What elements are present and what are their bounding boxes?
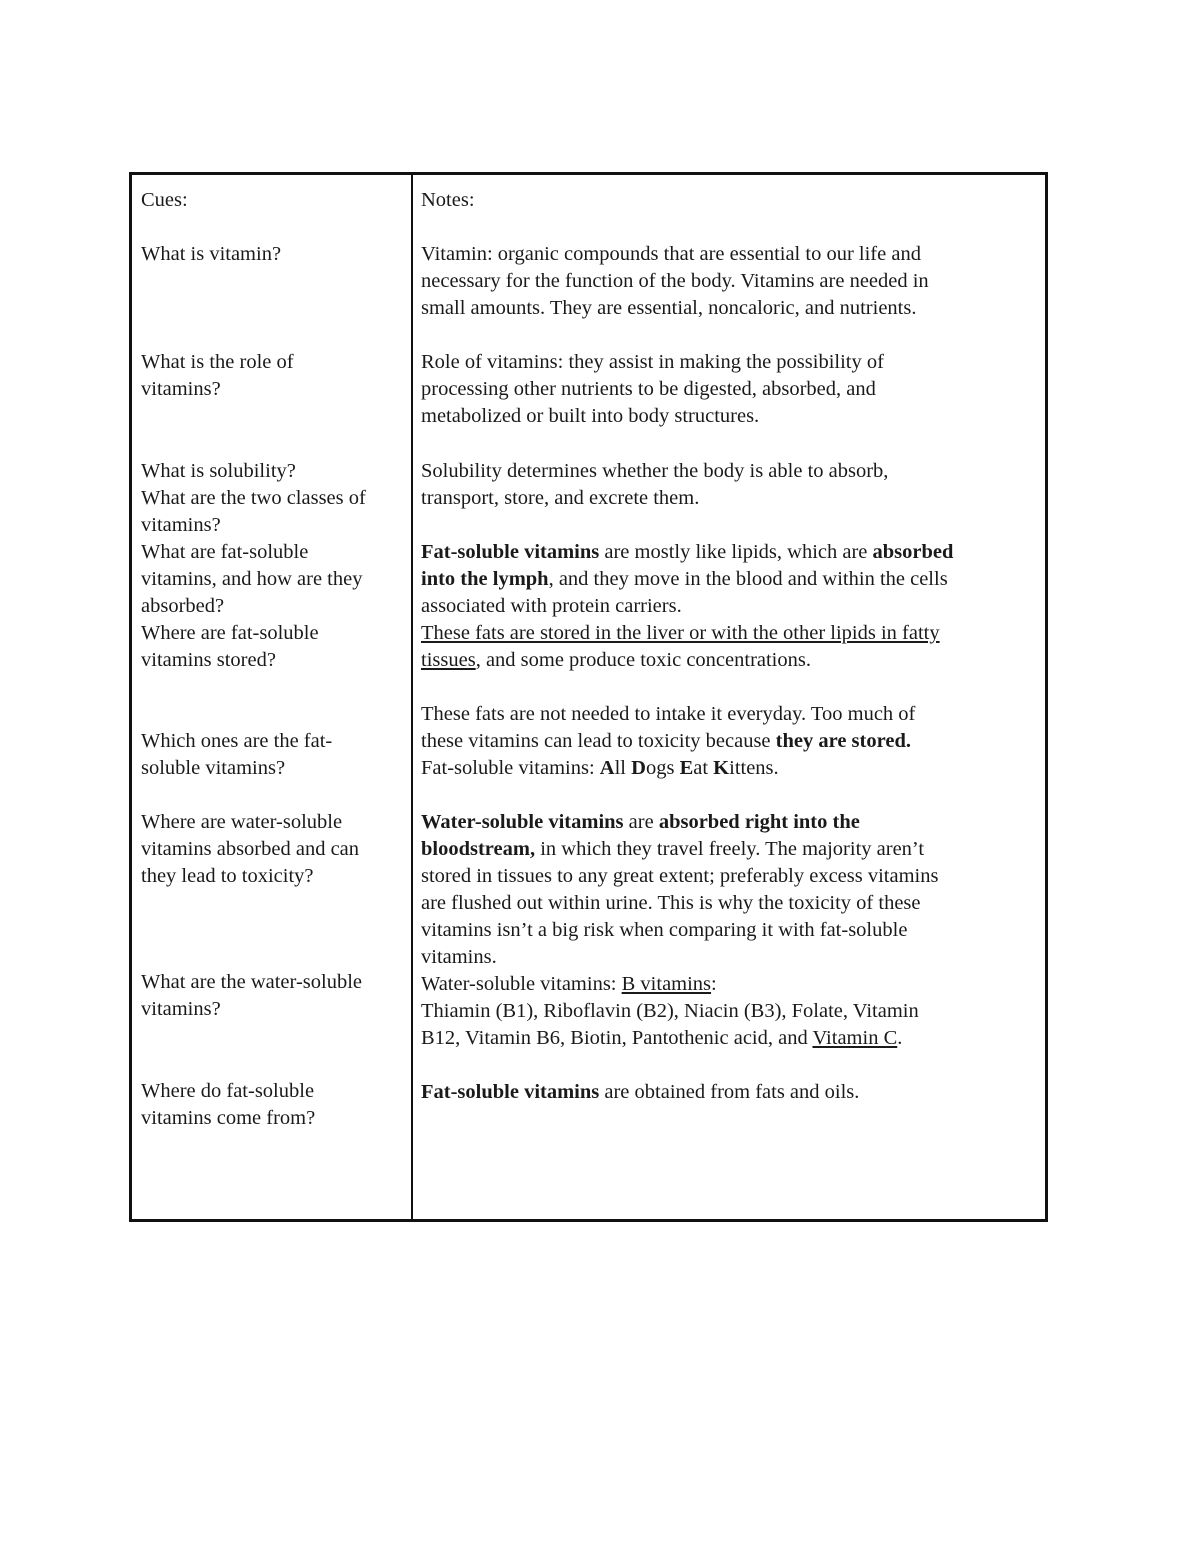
note-water-list-line: Thiamin (B1), Riboflavin (B2), Niacin (B3), Folate, Vitamin <box>421 1000 919 1022</box>
cue-solubility-line: vitamins, and how are they <box>141 568 363 590</box>
note-mnemonic-line <box>421 755 779 782</box>
note-fat-soluble-line <box>421 566 948 593</box>
mnemonic-letter: D <box>631 757 646 779</box>
note-fat-soluble-line <box>421 620 940 647</box>
note-intake-line <box>421 728 911 755</box>
cue-role-line: vitamins? <box>141 378 221 400</box>
note-fat-soluble-line <box>421 539 953 566</box>
cues-header: Cues: <box>141 189 188 211</box>
note-fat-soluble-line: associated with protein carriers. <box>421 595 682 617</box>
note-water-soluble-line: vitamins. <box>421 946 497 968</box>
bold-term: they are stored. <box>775 730 911 752</box>
bold-term: absorbed <box>872 541 954 563</box>
note-water-soluble-line <box>421 809 860 836</box>
text-run: are mostly like lipids, which are <box>599 541 873 563</box>
note-vitamin-line: Vitamin: organic compounds that are essential to our life and <box>421 243 921 265</box>
cue-water-which-line: vitamins? <box>141 998 221 1020</box>
note-solubility-line: transport, store, and excrete them. <box>421 487 700 509</box>
cue-sources-line: Where do fat-soluble <box>141 1080 315 1102</box>
cue-solubility-line: What are fat-soluble <box>141 541 309 563</box>
note-water-soluble-line <box>421 836 924 863</box>
cue-fat-soluble-which-line: soluble vitamins? <box>141 757 286 779</box>
mnemonic-letter: K <box>713 757 730 779</box>
note-water-list-line <box>421 971 717 998</box>
text-run: in which they travel freely. The majority aren’t <box>535 838 925 860</box>
text-run: at <box>693 757 714 779</box>
text-run: , and they move in the blood and within the cells <box>548 568 948 590</box>
text-run: ll <box>614 757 632 779</box>
note-role-line: processing other nutrients to be digested, absorbed, and <box>421 378 876 400</box>
underlined-text: These fats are stored in the liver or with the other lipids in fatty <box>421 622 940 644</box>
text-run: , and some produce toxic concentrations. <box>475 649 811 671</box>
mnemonic-letter: E <box>679 757 694 779</box>
note-role-line: metabolized or built into body structures. <box>421 405 760 427</box>
bold-term: Water-soluble vitamins <box>421 811 624 833</box>
text-run: are <box>623 811 659 833</box>
bold-term: Fat-soluble vitamins <box>421 541 600 563</box>
underlined-text: B vitamins <box>621 973 712 995</box>
note-vitamin-line: necessary for the function of the body. Vitamins are needed in <box>421 270 929 292</box>
bold-term: absorbed right into the <box>658 811 860 833</box>
cue-water-soluble-line: Where are water-soluble <box>141 811 343 833</box>
bold-term: Fat-soluble vitamins <box>421 1081 600 1103</box>
text-run: Water-soluble vitamins: <box>421 973 622 995</box>
note-vitamin-line: small amounts. They are essential, noncaloric, and nutrients. <box>421 297 917 319</box>
note-water-soluble-line: are flushed out within urine. This is why the toxicity of these <box>421 892 921 914</box>
note-water-soluble-line: vitamins isn’t a big risk when comparing it with fat-soluble <box>421 919 908 941</box>
cue-water-soluble-line: they lead to toxicity? <box>141 865 314 887</box>
cue-solubility-line: Where are fat-soluble <box>141 622 319 644</box>
cue-solubility-line: What is solubility? <box>141 460 296 482</box>
text-run: ogs <box>645 757 680 779</box>
bold-term: into the lymph <box>421 568 549 590</box>
cue-solubility-line: absorbed? <box>141 595 225 617</box>
note-water-list-line <box>421 1025 902 1052</box>
cornell-notes-table <box>129 172 1048 1222</box>
note-fat-soluble-line <box>421 647 811 674</box>
text-run: Fat-soluble vitamins: <box>421 757 600 779</box>
text-run: these vitamins can lead to toxicity because <box>421 730 776 752</box>
cue-water-which-line: What are the water-soluble <box>141 971 362 993</box>
cue-water-soluble-line: vitamins absorbed and can <box>141 838 360 860</box>
text-run: : <box>711 973 717 995</box>
cue-solubility-line: What are the two classes of <box>141 487 366 509</box>
column-divider <box>411 175 413 1219</box>
cue-role-line: What is the role of <box>141 351 294 373</box>
note-role-line: Role of vitamins: they assist in making the possibility of <box>421 351 884 373</box>
cue-solubility-line: vitamins? <box>141 514 221 536</box>
note-water-soluble-line: stored in tissues to any great extent; preferably excess vitamins <box>421 865 939 887</box>
notes-header: Notes: <box>421 189 475 211</box>
mnemonic-letter: A <box>599 757 615 779</box>
underlined-text: tissues <box>421 649 476 671</box>
note-sources-line <box>421 1079 859 1106</box>
note-solubility-line: Solubility determines whether the body is able to absorb, <box>421 460 889 482</box>
text-run: . <box>897 1027 903 1049</box>
text-run: ittens. <box>729 757 779 779</box>
note-intake-line: These fats are not needed to intake it everyday. Too much of <box>421 703 916 725</box>
cue-sources-line: vitamins come from? <box>141 1107 316 1129</box>
bold-term: bloodstream, <box>421 838 536 860</box>
cue-what-is-vitamin: What is vitamin? <box>141 243 282 265</box>
text-run: are obtained from fats and oils. <box>599 1081 860 1103</box>
cue-fat-soluble-which-line: Which ones are the fat- <box>141 730 333 752</box>
underlined-text: Vitamin C <box>812 1027 898 1049</box>
cue-solubility-line: vitamins stored? <box>141 649 276 671</box>
text-run: B12, Vitamin B6, Biotin, Pantothenic acid, and <box>421 1027 813 1049</box>
